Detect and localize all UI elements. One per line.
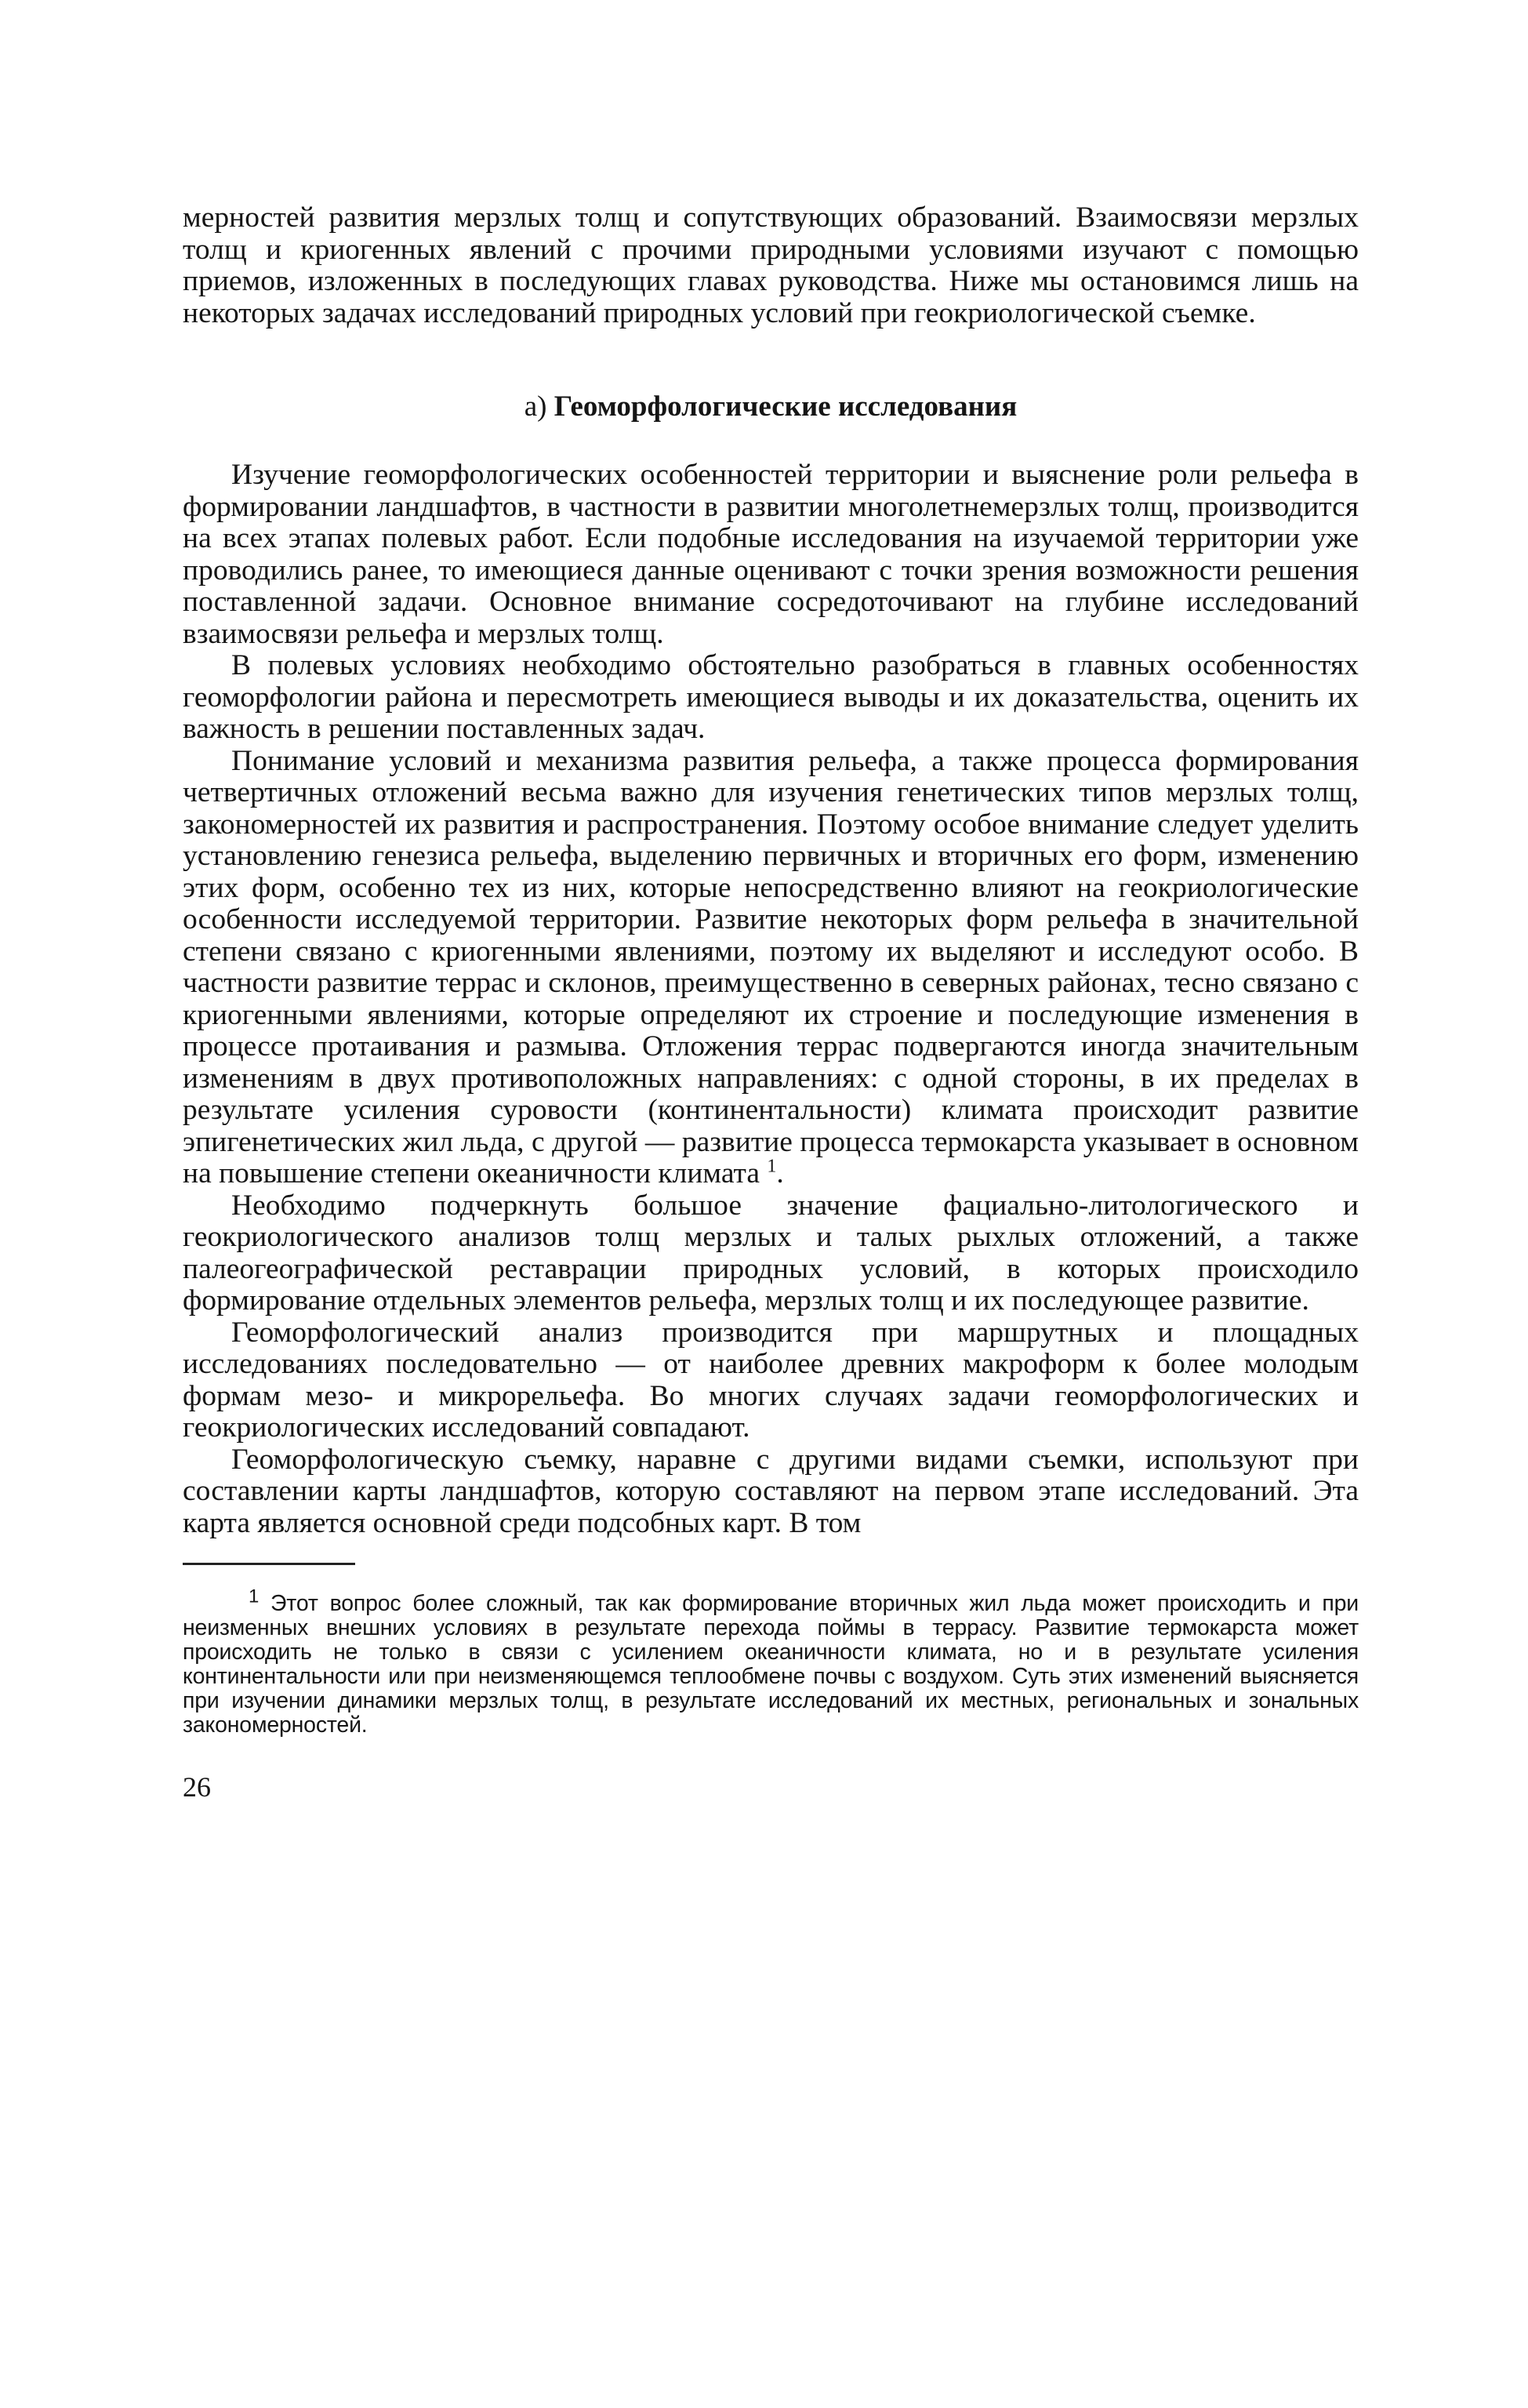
paragraph-3-text: Понимание условий и механизма развития рельефа, а также процесса формирования четвертичных отложений весьма важно для изучения генетических типов мерзлых толщ, закономерностей их развития и распространения. Поэтому особое внимание следует уделить установлению генезиса рельефа, выделению первичных и вторичных его форм, изменению этих форм, особенно тех из них, которые непосредственно влияют на геокриологические особенности исследуемой территории. Развитие некоторых форм рельефа в значительной степени связано с криогенными явлениями, поэтому их выделяют и исследуют особо. В частности развитие террас и склонов, преимущественно в северных районах, тесно связано с криогенными явлениями, которые определяют их строение и последующие изменения в процессе протаивания и размыва. Отложения террас подвергаются иногда значительным изменениям в двух противоположных направлениях: с одной стороны, в их пределах в результате усиления суровости (континентальности) климата происходит развитие эпигенетических жил льда, с другой — развитие процесса термокарста указывает в основном на повышение степени океаничности климата [183,744,1359,1189]
paragraph-6: Геоморфологическую съемку, наравне с другими видами съемки, используют при составлении карты ландшафтов, которую составляют на первом этапе исследований. Эта карта является основной среди подсобных карт. В том [183,1443,1359,1539]
page-number: 26 [183,1771,211,1803]
intro-paragraph: мерностей развития мерзлых толщ и сопутствующих образований. Взаимосвязи мерзлых толщ и криогенных явлений с прочими природными условиями изучают с помощью приемов, изложенных в последующих главах руководства. Ниже мы остановимся лишь на некоторых задачах исследований природных условий при геокриологической съемке. [183,202,1359,329]
paragraph-2: В полевых условиях необходимо обстоятельно разобраться в главных особенностях геоморфологии района и пересмотреть имеющиеся выводы и их доказательства, оценить их важность в решении поставленных задач. [183,649,1359,745]
section-heading [183,390,1359,424]
paragraph-3 [183,746,1359,1190]
footnote-divider [183,1563,355,1565]
document-page [183,202,1359,1803]
paragraph-5: Геоморфологический анализ производится при маршрутных и площадных исследованиях последовательно — от наиболее древних макроформ к более молодым формам мезо- и микрорельефа. Во многих случаях задачи геоморфологических и геокриологических исследований совпадают. [183,1316,1359,1444]
section-marker: а) [524,390,547,423]
paragraph-1: Изучение геоморфологических особенностей территории и выяснение роли рельефа в формировании ландшафтов, в частности в развитии многолетнемерзлых толщ, производится на всех этапах полевых работ. Если подобные исследования на изучаемой территории уже проводились ранее, то имеющиеся данные оценивают с точки зрения возможности решения поставленной задачи. Основное внимание сосредоточивают на глубине исследований взаимосвязи рельефа и мерзлых толщ. [183,459,1359,650]
footnote-reference: 1 [767,1156,777,1177]
footnote [183,1585,1359,1738]
footnote-reference-tail: . [776,1157,784,1189]
footnote-text: Этот вопрос более сложный, так как формирование вторичных жил льда может происходить и при неизменных внешних условиях в результате перехода поймы в террасу. Развитие термокарста может происходить не только в связи с усилением океаничности климата, но и в результате усиления континентальности или при неизменяющемся теплообмене почвы с воздухом. Суть этих изменений выясняется при изучении динамики мерзлых толщ, в результате исследований их местных, региональных и зональных закономерностей. [183,1591,1359,1738]
section-title: Геоморфологические исследования [553,390,1018,423]
paragraph-4: Необходимо подчеркнуть большое значение фациально-литологического и геокриологического анализов толщ мерзлых и талых рыхлых отложений, а также палеогеографической реставрации природных условий, в которых происходило формирование отдельных элементов рельефа, мерзлых толщ и их последующее развитие. [183,1189,1359,1317]
footnote-number: 1 [249,1585,260,1607]
